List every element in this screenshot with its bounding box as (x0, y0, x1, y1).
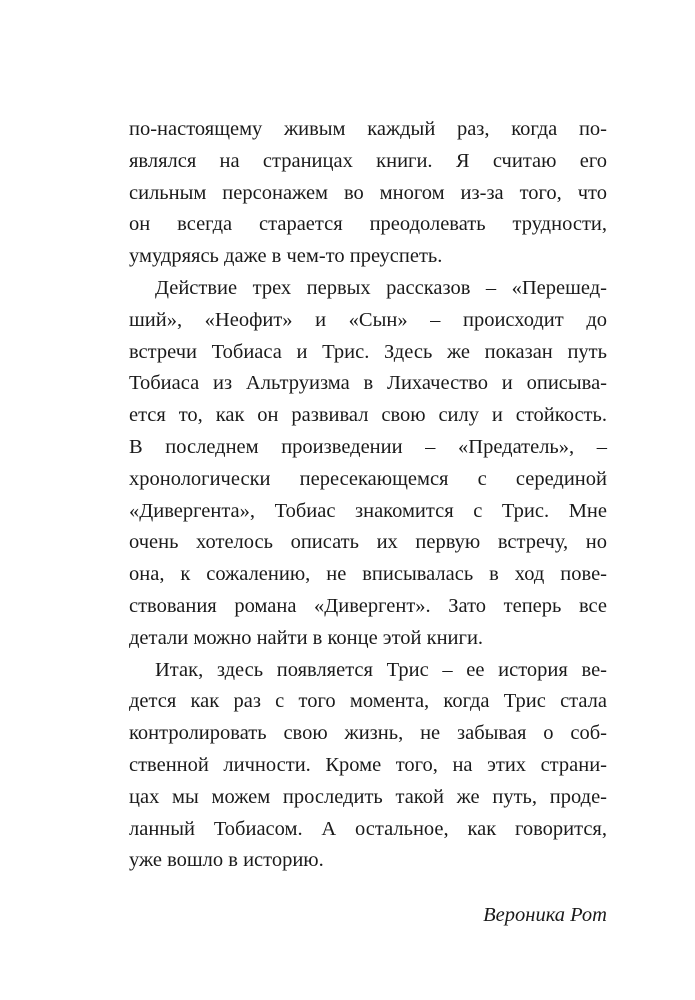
text-line: хронологически пересекающемся с серединой (129, 467, 607, 490)
page-body (129, 114, 607, 931)
text-line: Итак, здесь появляется Трис – ее история ве- (155, 658, 607, 681)
text-line: дется как раз с того момента, когда Трис стала (129, 690, 607, 713)
paragraph-2 (129, 273, 607, 655)
text-line: являлся на страницах книги. Я считаю его (129, 149, 607, 172)
text-line: В последнем произведении – «Предатель», – (129, 435, 607, 458)
text-line: ется то, как он развивал свою силу и стойкость. (129, 404, 607, 427)
text-line: ший», «Неофит» и «Сын» – происходит до (129, 308, 607, 331)
text-line: по-настоящему живым каждый раз, когда по- (129, 118, 607, 140)
text-line: ланный Тобиасом. А остальное, как говорится, (129, 817, 607, 840)
text-line: она, к сожалению, не вписывалась в ход пове- (129, 563, 607, 586)
text-line: Тобиаса из Альтруизма в Лихачество и описыва- (129, 372, 607, 395)
text-line: цах мы можем проследить такой же путь, проде- (129, 785, 607, 808)
text-line: встречи Тобиаса и Трис. Здесь же показан путь (129, 340, 607, 363)
text-line: Действие трех первых рассказов – «Перешед- (155, 276, 607, 299)
text-line: уже вошло в историю. (129, 849, 324, 872)
text-line: детали можно найти в конце этой книги. (129, 626, 484, 649)
text-line: умудряясь даже в чем-то преуспеть. (129, 245, 443, 268)
text-line: очень хотелось описать их первую встречу, но (129, 531, 607, 554)
text-line: ствования романа «Дивергент». Зато теперь все (129, 594, 607, 617)
paragraph-1 (129, 114, 607, 273)
text-line: «Дивергента», Тобиас знакомится с Трис. Мне (129, 499, 607, 522)
text-line: сильным персонажем во многом из-за того, что (129, 181, 607, 204)
text-line: ственной личности. Кроме того, на этих страни- (129, 753, 607, 776)
text-line: он всегда старается преодолевать трудности, (129, 213, 607, 236)
text-line: контролировать свою жизнь, не забывая о соб- (129, 722, 607, 745)
author-signature: Вероника Рот (483, 904, 607, 927)
paragraph-3 (129, 655, 607, 878)
